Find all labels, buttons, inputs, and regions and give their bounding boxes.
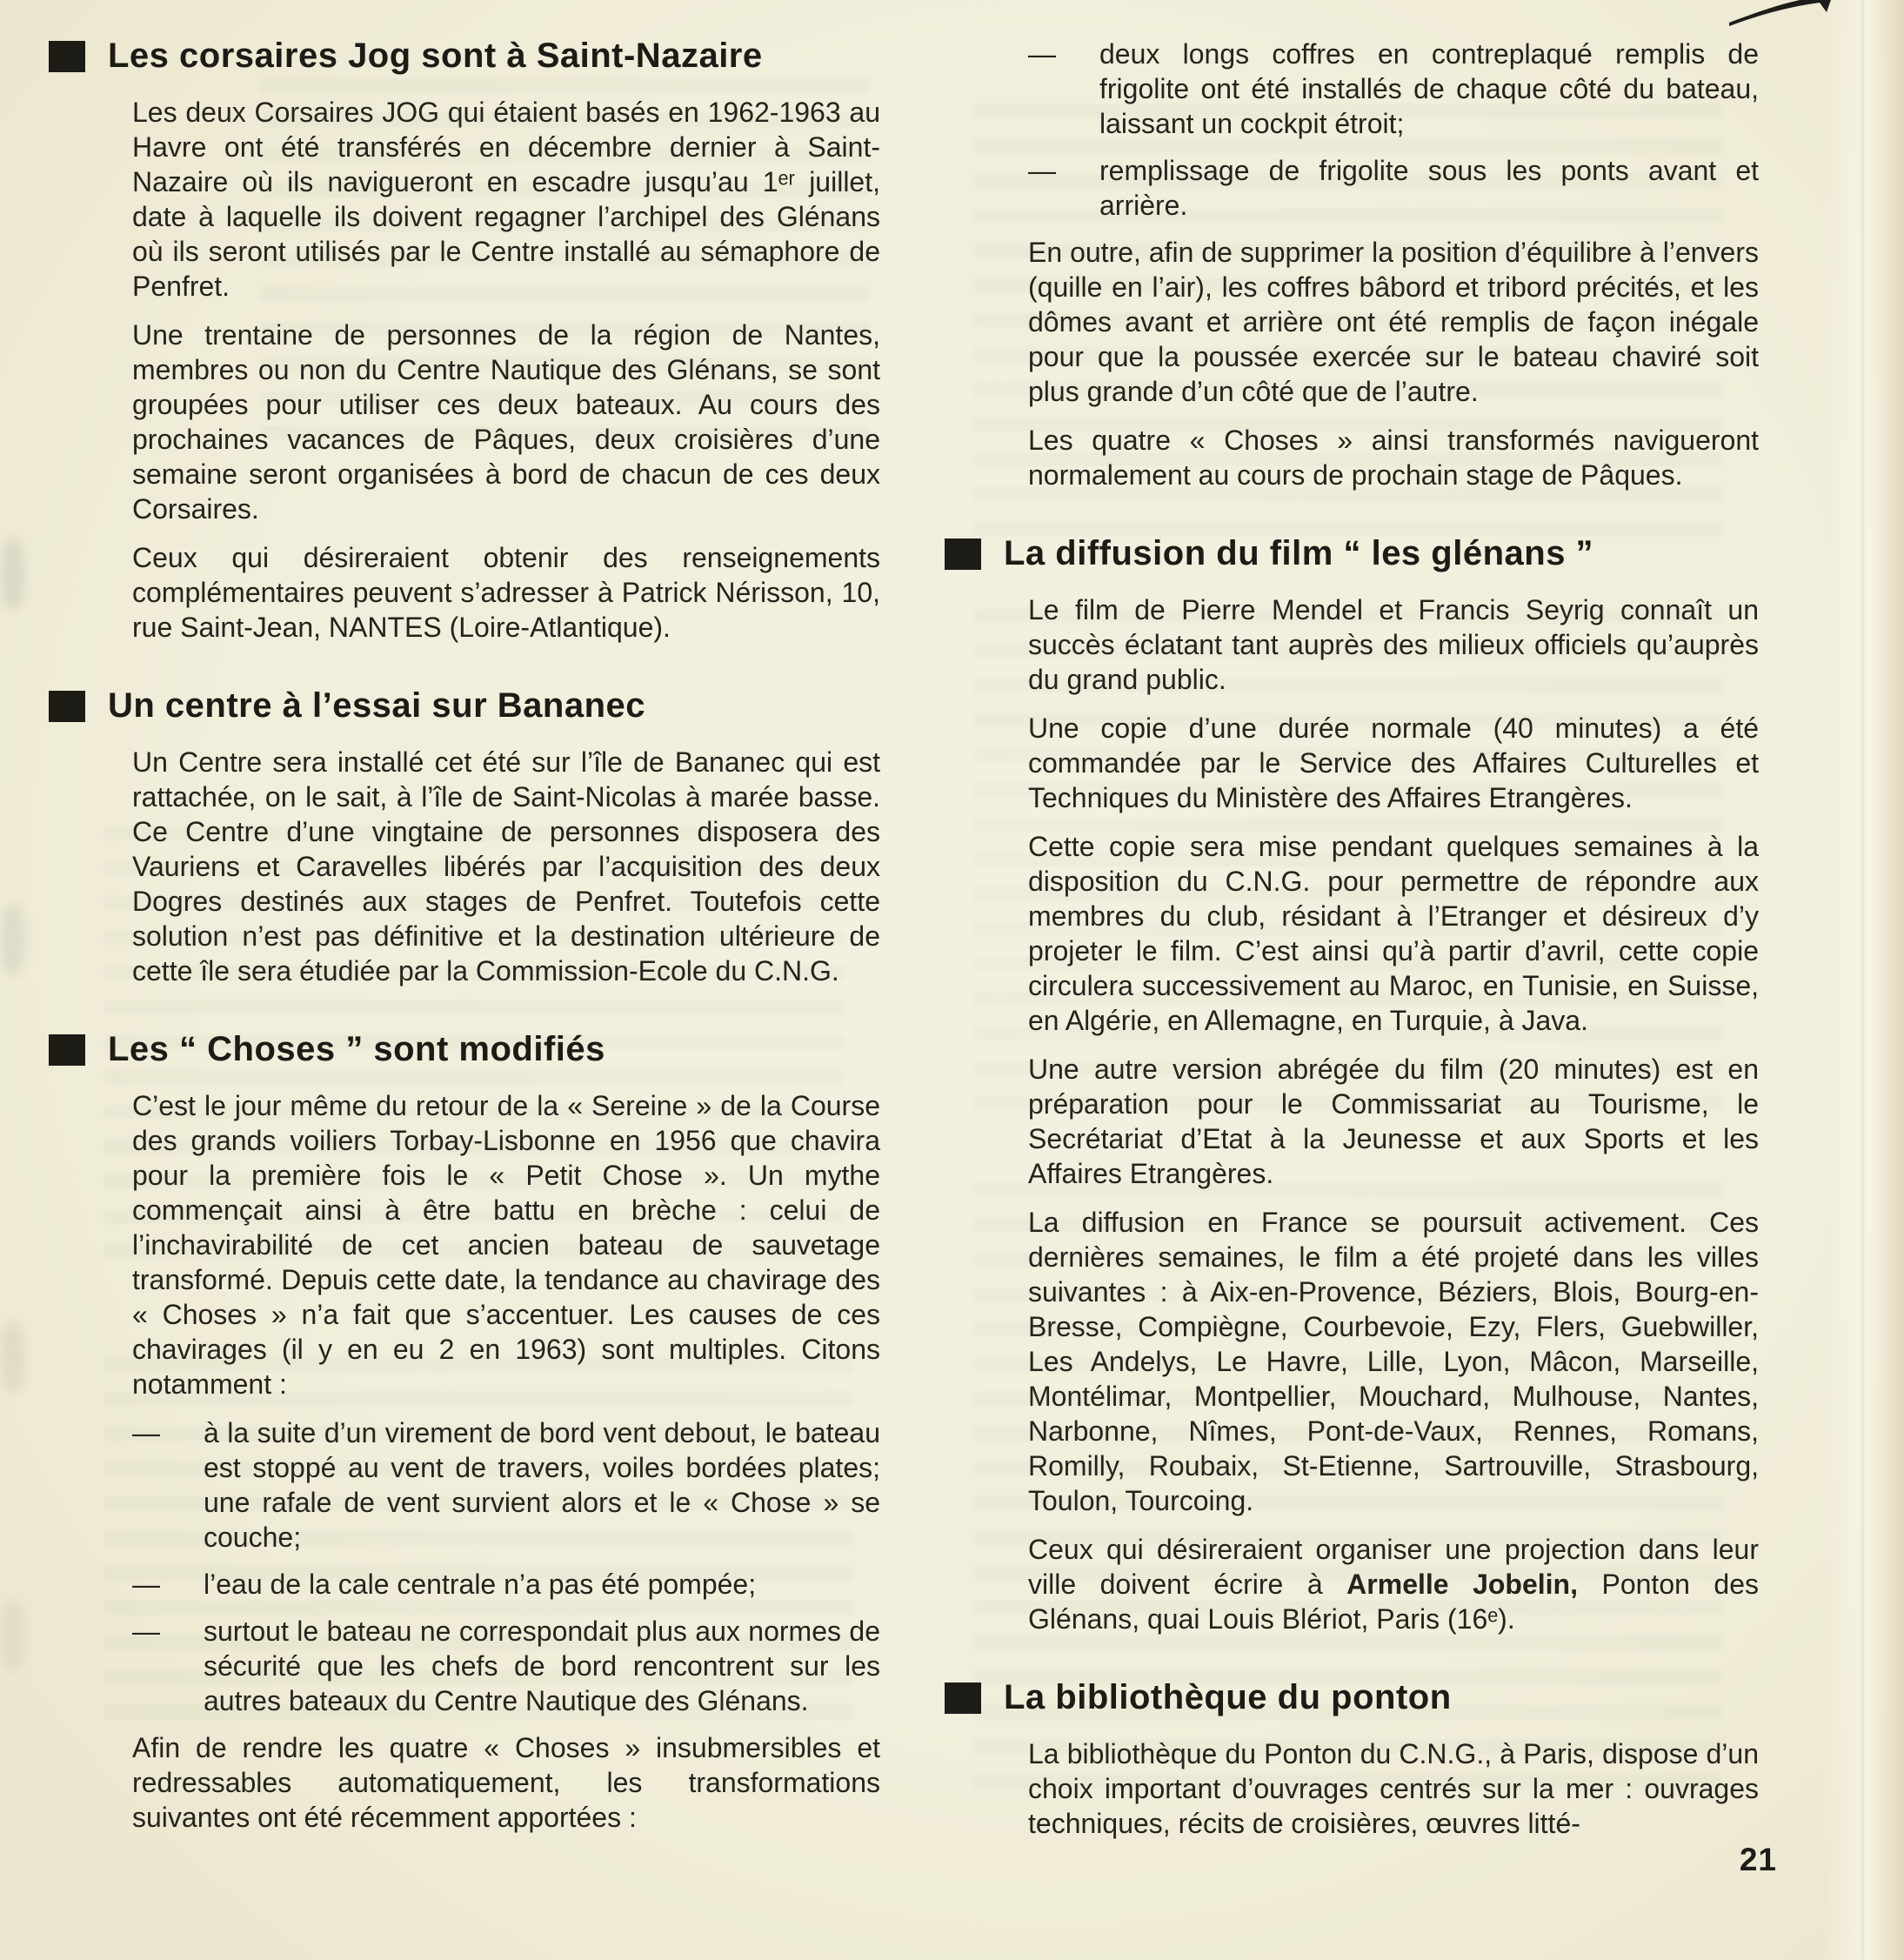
- section-bullet-square: [945, 538, 981, 570]
- paragraph: Le film de Pierre Mendel et Francis Seyrig connaît un succès éclatant tant auprès des milieux officiels qu’auprès du grand public.: [1028, 594, 1759, 695]
- section-bullet-square: [49, 691, 85, 722]
- list-dash: —: [1028, 38, 1056, 70]
- paragraph-text: Ceux qui désireraient organiser une projection dans leur ville doivent écrire à: [1028, 1534, 1759, 1600]
- paragraph: Cette copie sera mise pendant quelques semaines à la disposition du C.N.G. pour permettre de répondre aux membres du club, résidant à l’Etranger et désireux d’y projeter le film. C’est ainsi qu’à partir d’avril, cette copie circulera successivement au Maroc, en Tunisie, en Suisse, en Algérie, en Allemagne, en Turquie, à Java.: [1028, 831, 1759, 1036]
- left-column: [49, 37, 880, 1849]
- section-heading-text: La diffusion du film “ les glénans ”: [1004, 534, 1594, 572]
- list-item-text: remplissage de frigolite sous les ponts avant et arrière.: [1099, 155, 1759, 221]
- section-body: [132, 745, 880, 988]
- page-edge-shading: [1824, 0, 1904, 1960]
- section-body: [1028, 37, 1759, 492]
- section-heading: [945, 1678, 1759, 1717]
- section-bibliotheque-ponton: [945, 1678, 1759, 1841]
- section-heading-text: Les “ Choses ” sont modifiés: [108, 1030, 605, 1068]
- section-heading: [49, 686, 880, 726]
- list-item-text: surtout le bateau ne correspondait plus aux normes de sécurité que les chefs de bord rencontrent sur les autres bateaux du Centre Nautique des Glénans.: [204, 1615, 880, 1716]
- paragraph-text: Ponton des Glénans, quai Louis Blériot, Paris (16ᵉ).: [1028, 1569, 1760, 1635]
- paragraph: Les deux Corsaires JOG qui étaient basés en 1962-1963 au Havre ont été transférés en décembre dernier à Saint-Nazaire où ils navigueront en escadre jusqu’au 1ᵉʳ juillet, date à laquelle ils doivent regagner l’archipel des Glénans où ils seront utilisés par le Centre installé au sémaphore de Penfret.: [132, 97, 880, 302]
- section-bullet-square: [945, 1682, 981, 1714]
- list-item: [132, 1415, 880, 1555]
- paragraph: Ceux qui désireraient obtenir des renseignements complémentaires peuvent s’adresser à Patrick Nérisson, 10, rue Saint-Jean, NANTES (Loire-Atlantique).: [132, 542, 880, 643]
- page-number: 21: [1739, 1842, 1777, 1877]
- section-bullet-square: [49, 1034, 85, 1066]
- list-item: [132, 1614, 880, 1718]
- section-choses-continuation: [945, 37, 1759, 492]
- paragraph: La diffusion en France se poursuit activement. Ces dernières semaines, le film a été projeté dans les villes suivantes : à Aix-en-Provence, Béziers, Blois, Bourg-en-Bresse, Compiègne, Courbevoie, Ezy, Flers, Guebwiller, Les Andelys, Le Havre, Lille, Lyon, Mâcon, Marseille, Montélimar, Montpellier, Mouchard, Mulhouse, Nantes, Narbonne, Nîmes, Pont-de-Vaux, Rennes, Romans, Romilly, Roubaix, St-Etienne, Sartrouville, Strasbourg, Toulon, Tourcoing.: [1028, 1207, 1759, 1516]
- paragraph: C’est le jour même du retour de la « Sereine » de la Course des grands voiliers Torbay-Lisbonne en 1956 que chavira pour la première fois le « Petit Chose ». Un mythe commençait ainsi à être battu en brèche : celui de l’inchavirabilité de cet ancien bateau de sauvetage transformé. Depuis cette date, la tendance au chavirage des « Choses » n’a fait que s’accentuer. Les causes de ces chavirages (il y en eu 2 en 1963) sont multiples. Citons notamment :: [132, 1090, 880, 1400]
- section-heading-text: La bibliothèque du ponton: [1004, 1678, 1452, 1716]
- paragraph: La bibliothèque du Ponton du C.N.G., à Paris, dispose d’un choix important d’ouvrages centrés sur la mer : ouvrages techniques, récits de croisières, œuvres litté-: [1028, 1738, 1759, 1839]
- section-body: [1028, 592, 1759, 1636]
- pen-mark-icon: [1729, 0, 1860, 28]
- list-dash: —: [132, 1569, 160, 1600]
- section-corsaires-jog: [49, 37, 880, 645]
- section-centre-bananec: [49, 686, 880, 988]
- section-heading: [945, 534, 1759, 573]
- paragraph: Une copie d’une durée normale (40 minutes) a été commandée par le Service des Affaires Culturelles et Techniques du Ministère des Affaires Etrangères.: [1028, 712, 1759, 813]
- contact-name: Armelle Jobelin,: [1346, 1569, 1578, 1600]
- list-item-text: deux longs coffres en contreplaqué remplis de frigolite ont été installés de chaque côté du bateau, laissant un cockpit étroit;: [1099, 38, 1759, 139]
- section-body: [1028, 1736, 1759, 1841]
- paragraph: Afin de rendre les quatre « Choses » insubmersibles et redressables automatiquement, les transformations suivantes ont été récemment apportées :: [132, 1732, 880, 1833]
- section-choses-modifies: [49, 1030, 880, 1835]
- page-crease: [1861, 0, 1864, 1960]
- section-diffusion-film: [945, 534, 1759, 1636]
- list-dash: —: [132, 1417, 160, 1448]
- margin-smudge: [2, 539, 24, 609]
- paragraph: Une autre version abrégée du film (20 minutes) est en préparation pour le Commissariat au Tourisme, le Secrétariat d’Etat à la Jeunesse et aux Sports et les Affaires Etrangères.: [1028, 1054, 1759, 1189]
- paragraph: Une trentaine de personnes de la région de Nantes, membres ou non du Centre Nautique des Glénans, se sont groupées pour utiliser ces deux bateaux. Au cours des prochaines vacances de Pâques, deux croisières d’une semaine seront organisées à bord de chacun de ces deux Corsaires.: [132, 319, 880, 525]
- list-item: [1028, 37, 1759, 141]
- section-body: [132, 95, 880, 645]
- list-item: [132, 1567, 880, 1602]
- paragraph: [1028, 1532, 1759, 1636]
- section-heading-text: Un centre à l’essai sur Bananec: [108, 686, 645, 725]
- list-dash: —: [132, 1615, 160, 1647]
- section-heading: [49, 1030, 880, 1069]
- list-item-text: à la suite d’un virement de bord vent debout, le bateau est stoppé au vent de travers, voiles bordées plates; une rafale de vent survient alors et le « Chose » se couche;: [204, 1417, 880, 1553]
- right-column: [945, 37, 1759, 1855]
- list-item: [1028, 153, 1759, 223]
- paragraph: Les quatre « Choses » ainsi transformés navigueront normalement au cours de prochain stage de Pâques.: [1028, 425, 1759, 491]
- section-heading: [49, 37, 880, 76]
- section-body: [132, 1088, 880, 1835]
- paragraph: Un Centre sera installé cet été sur l’île de Bananec qui est rattachée, on le sait, à l’île de Saint-Nicolas à marée basse. Ce Centre d’une vingtaine de personnes disposera des Vauriens et Caravelles libérés par l’acquisition des deux Dogres destinés aux stages de Penfret. Toutefois cette solution n’est pas définitive et la destination ultérieure de cette île sera étudiée par la Commission-Ecole du C.N.G.: [132, 746, 880, 987]
- list-dash: —: [1028, 155, 1056, 186]
- list-item-text: l’eau de la cale centrale n’a pas été pompée;: [204, 1569, 757, 1600]
- section-heading-text: Les corsaires Jog sont à Saint-Nazaire: [108, 37, 763, 75]
- paragraph: En outre, afin de supprimer la position d’équilibre à l’envers (quille en l’air), les coffres bâbord et tribord précités, et les dômes avant et arrière ont été remplis de façon inégale pour que la poussée exercée sur le bateau chaviré soit plus grande d’un côté que de l’autre.: [1028, 237, 1759, 407]
- section-bullet-square: [49, 41, 85, 72]
